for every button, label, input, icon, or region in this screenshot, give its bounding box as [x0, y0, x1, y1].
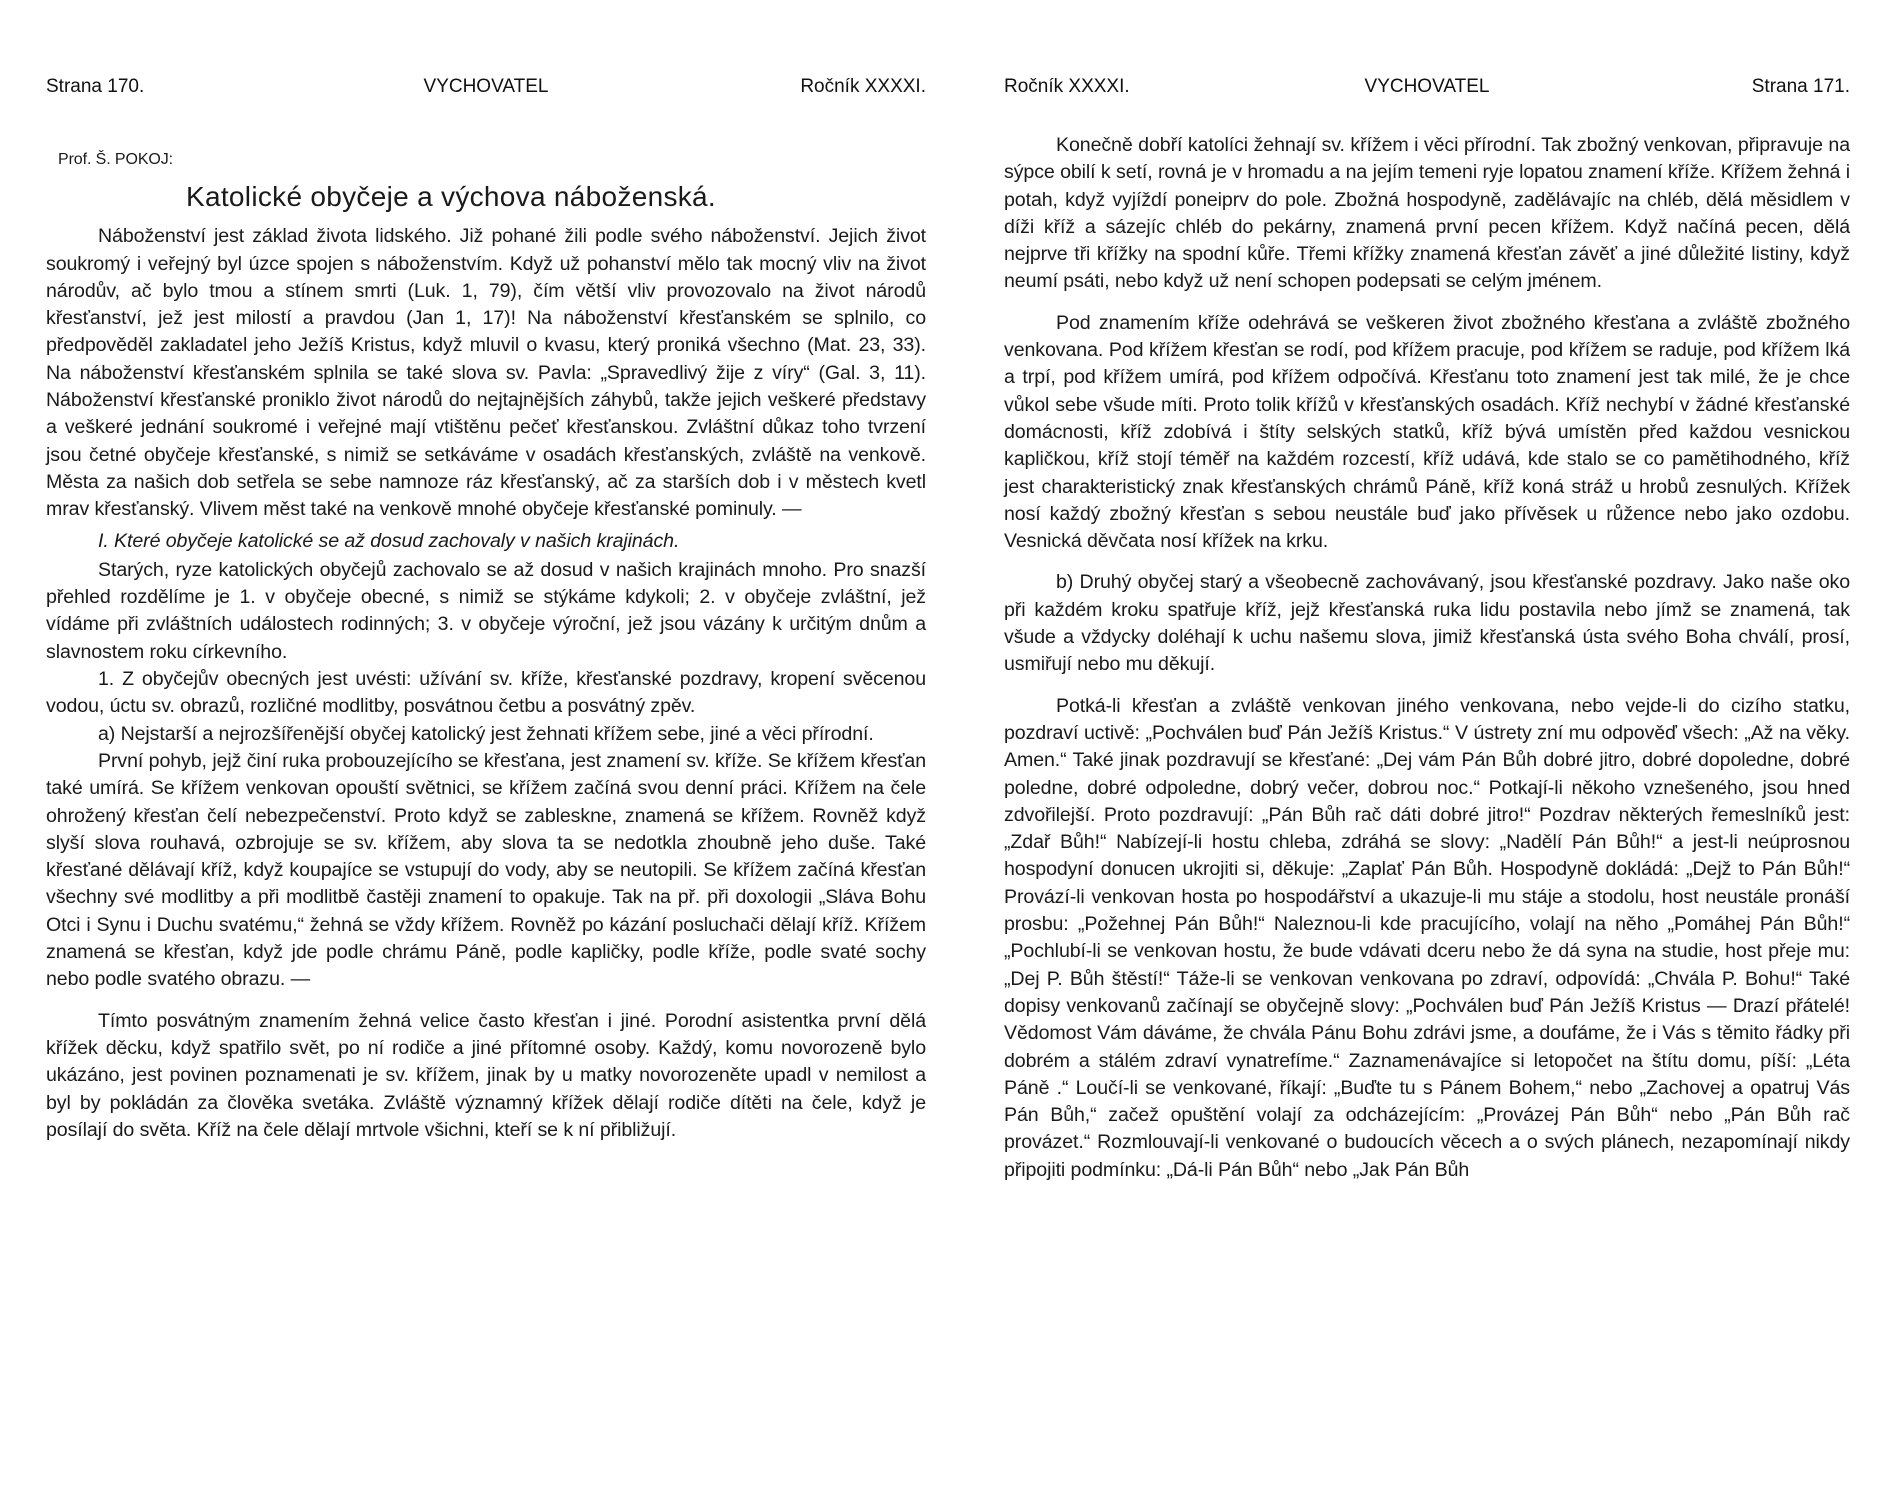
right-running-head [1004, 76, 1850, 106]
author-line: Prof. Š. POKOJ: [58, 151, 173, 168]
left-journal-title: VYCHOVATEL [423, 76, 549, 97]
right-page [1004, 0, 1850, 1500]
section-heading: I. Které obyčeje katolické se až dosud zachovaly v našich krajinách. [98, 529, 680, 552]
right-volume: Ročník XXXXI. [1004, 76, 1130, 97]
paragraph: a) Nejstarší a nejrozšířenější obyčej katolický jest žehnati křížem sebe, jiné a věci přírodní. [98, 722, 874, 745]
left-page [46, 0, 926, 1500]
paragraph: Starých, ryze katolických obyčejů zachovalo se až dosud v našich krajinách mnoho. Pro snazší přehled rozdělíme je 1. v obyčeje obecné, s nimiž se stýkáme kdykoli; 2. v obyčeje zvláštní, jež vídáme při zvláštních událostech rodinných; 3. v obyčeje výroční, jež jsou vázány k určitým dnům a slavnostem roku církevního. [46, 558, 926, 663]
paragraph: 1. Z obyčejův obecných jest uvésti: užívání sv. kříže, křesťanské pozdravy, kropení svěcenou vodou, úctu sv. obrazů, rozličné modlitby, posvátnou četbu a posvátný zpěv. [46, 668, 926, 718]
left-volume: Ročník XXXXI. [800, 76, 926, 97]
left-page-number: Strana 170. [46, 76, 145, 97]
right-body-text [1004, 132, 1850, 1184]
paragraph: První pohyb, jejž činí ruka probouzejícího se křesťana, jest znamení sv. kříže. Se křížem křesťan také umírá. Se křížem venkovan opouští světnici, se křížem začíná svou denní práci. Křížem na čele ohrožený křesťan čelí nebezpečenství. Proto když se zableskne, znamená se křížem. Rovněž když slyší slova rouhavá, ozbrojuje se sv. křížem, aby slova ta se nedotkla zhoubně jeho duše. Také křesťané dělávají kříž, když koupajíce se vstupují do vody, aby se neutopili. Se křížem začíná křesťan všechny své modlitby a při modlitbě častěji znamení to opakuje. Tak na př. při doxologii „Sláva Bohu Otci i Synu i Duchu svatému,“ žehná se vždy křížem. Rovněž po kázání posluchači dělají kříž. Křížem znamená se křesťan, když jde podle chrámu Páně, podle kapličky, podle kříže, podle svaté sochy nebo podle svatého obrazu. — [46, 749, 926, 991]
left-body-text [46, 134, 926, 1144]
right-journal-title: VYCHOVATEL [1364, 76, 1490, 97]
article-title: Katolické obyčeje a výchova náboženská. [186, 181, 717, 213]
paragraph: Potká-li křesťan a zvláště venkovan jiného venkovana, nebo vejde-li do cizího statku, pozdraví uctivě: „Pochválen buď Pán Ježíš Kristus.“ V ústrety zní mu odpověď všech: „Až na věky. Amen.“ Také jinak pozdravují se křesťané: „Dej vám Pán Bůh dobré jitro, dobré dopoledne, dobré poledne, dobré odpoledne, dobrý večer, dobrou noc.“ Potkají-li někoho vznešeného, jsou hned zdvořilejší. Proto pozdravují: „Pán Bůh rač dáti dobré jitro!“ Pozdrav některých řemeslníků jest: „Zdař Bůh!“ Nabízejí-li hostu chleba, zdráhá se slovy: „Nadělí Pán Bůh!“ a jest-li neúprosnou hospodyní donucen ukrojiti si, děkuje: „Zaplať Pán Bůh. Hospodyně dokládá: „Dejž to Pán Bůh!“ Provází-li venkovan hosta po hospodářství a ukazuje-li mu stáje a stodolu, host neustále pronáší prosbu: „Požehnej Pán Bůh!“ Naleznou-li kde pracujícího, volají na něho „Pomáhej Pán Bůh!“ „Pochlubí-li se venkovan hostu, že bude vdávati dceru nebo že dá syna na studie, host přeje mu: „Dej P. Bůh štěstí!“ Táže-li se venkovan venkovana po zdraví, odpovídá: „Chvála P. Bohu!“ Také dopisy venkovanů začínají se obyčejně slovy: „Pochválen buď Pán Ježíš Kristus — Drazí přátelé! Vědomost Vám dáváme, že chvála Pánu Bohu zdrávi jsme, a doufáme, že i Vás s těmito řádky při dobrém a stálém zdraví vynatrefíme.“ Zaznamenávajíce si letopočet na štítu domu, píší: „Léta Páně .“ Loučí-li se venkované, říkají: „Buďte tu s Pánem Bohem,“ nebo „Zachovej a opatruj Vás Pán Bůh,“ začež opuštění volají za odcházejícím: „Provázej Pán Bůh“ nebo „Pán Bůh rač provázet.“ Rozmlouvají-li venkované o budoucích věcech a o svých plánech, nezapomínají nikdy připojiti podmínku: „Dá-li Pán Bůh“ nebo „Jak Pán Bůh [1004, 694, 1850, 1181]
paragraph: Tímto posvátným znamením žehná velice často křesťan i jiné. Porodní asistentka první dělá křížek děcku, když spatřilo svět, po ní rodiče a jiné přítomné osoby. Každý, komu novorozeně bylo ukázáno, jest povinen poznamenati je sv. křížem, jinak by u matky novorozeněte upadl v nemilost a byl by pokládán za člověka svetáka. Zvláště významný křížek dělají rodiče dítěti na čele, když je posílají do světa. Kříž na čele dělají mrtvole všichni, kteří se k ní přibližují. [46, 1009, 926, 1141]
paragraph: Náboženství jest základ života lidského. Již pohané žili podle svého náboženství. Jejich život soukromý i veřejný byl úzce spojen s náboženstvím. Když už pohanství mělo tak mocný vliv na život národův, ač bylo tmou a stínem smrti (Luk. 1, 79), čím větší vliv provozovalo na život národů křesťanství, jež jest milostí a pravdou (Jan 1, 17)! Na náboženství křesťanském se splnilo, co předpověděl zakladatel jeho Ježíš Kristus, když mluvil o kvasu, který proniká všechno (Mat. 23, 33). Na náboženství křesťanském splnila se také slova sv. Pavla: „Spravedlivý žije z víry“ (Gal. 3, 11). Náboženství křesťanské proniklo život národů do nejtajnějších záhybů, takže jejich veškeré představy a veškeré jednání soukromé i veřejné mají vtištěnu pečeť křesťanskou. Zvláštní důkaz toho tvrzení jsou četné obyčeje křesťanské, s nimiž se setkáváme v osadách křesťanských, zvláště na venkově. Města za našich dob setřela se sebe namnoze ráz křesťanský, ač za starších dob i v městech kvetl mrav křesťanský. Vlivem měst také na venkově mnohé obyčeje křesťanské pominuly. — [46, 225, 926, 521]
right-page-number: Strana 171. [1751, 76, 1850, 97]
left-running-head [46, 76, 926, 106]
paragraph: b) Druhý obyčej starý a všeobecně zachovávaný, jsou křesťanské pozdravy. Jako naše oko při každém kroku spatřuje kříž, jejž křesťanská ruka lidu postavila nebo jímž se znamená, tak všude a vždycky doléhají k uchu našemu slova, jimiž křesťanská ústa svého Boha chválí, prosí, usmiřují nebo mu děkují. [1004, 571, 1850, 676]
paragraph: Pod znamením kříže odehrává se veškeren život zbožného křesťana a zvláště zbožného venkovana. Pod křížem křesťan se rodí, pod křížem pracuje, pod křížem se raduje, pod křížem lká a trpí, pod křížem umírá, pod křížem odpočívá. Křesťanu toto znamení jest tak milé, že je chce vůkol sebe všude míti. Proto tolik křížů v křesťanských osadách. Kříž nechybí v žádné křesťanské domácnosti, kříž zdobívá i štíty selských statků, kříž bývá umístěn před každou vesnickou kapličkou, kříž stojí téměř na každém rozcestí, kříž udává, kde stalo se co pamětihodného, kříž jest charakteristický znak křesťanských chrámů Páně, kříž koná stráž u hrobů zesnulých. Křížek nosí každý zbožný křesťan s sebou neustále buď jako přívěsek u růžence nebo jako ozdobu. Vesnická děvčata nosí křížek na krku. [1004, 311, 1850, 553]
paragraph: Konečně dobří katolíci žehnají sv. křížem i věci přírodní. Tak zbožný venkovan, připravuje na sýpce obilí k setí, rovná je v hromadu a na jejím temeni ryje lopatou znamení kříže. Křížem žehná i potah, když vyjíždí poneiprv do pole. Zbožná hospodyně, zadělávajíc na chléb, dělá měsidlem v díži kříž a sázejíc chléb do pekárny, znamená první pecen křížem. Když načíná pecen, dělá nejprve tři křížky na spodní kůře. Třemi křížky znamená křesťan závěť a jiné důležité listiny, když neumí psáti, nebo když už není schopen podepsati se celým jménem. [1004, 134, 1850, 293]
